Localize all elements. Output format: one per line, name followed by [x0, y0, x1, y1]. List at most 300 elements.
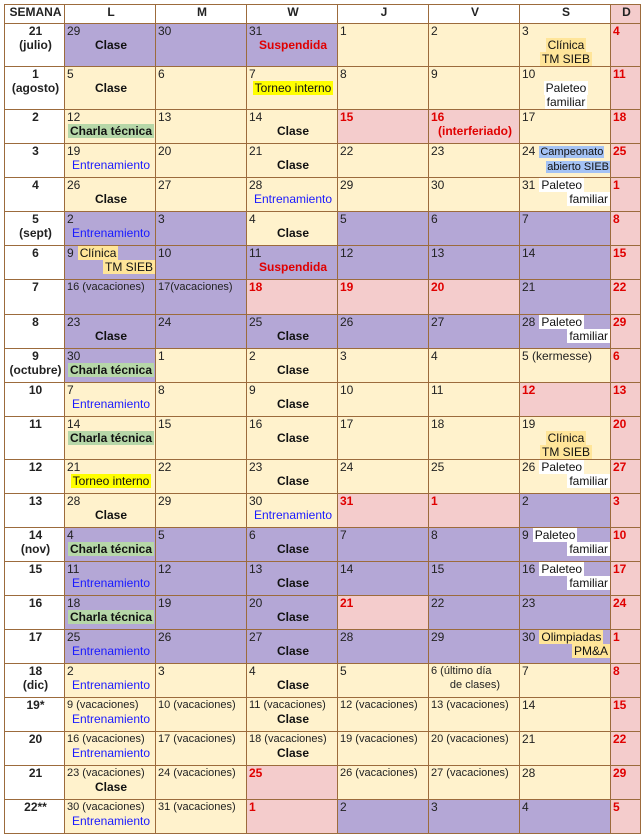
day-number — [249, 144, 337, 158]
day-number — [431, 24, 519, 38]
day-number — [249, 800, 337, 814]
event-line — [249, 363, 337, 377]
day-number-text: 30 — [67, 349, 81, 363]
event-line — [522, 431, 610, 445]
day-number — [431, 144, 519, 158]
week-number — [5, 630, 65, 664]
day-number — [613, 67, 640, 81]
day-number — [249, 315, 337, 329]
day-cell — [429, 562, 520, 596]
day-cell — [520, 110, 611, 144]
day-number — [613, 246, 640, 260]
event-line — [67, 226, 155, 240]
week-label: 20 — [28, 732, 43, 746]
day-number-text: 25 — [249, 766, 263, 780]
day-cell — [429, 144, 520, 178]
day-number-text: 18 — [249, 280, 263, 294]
day-number-text: 11 — [67, 562, 80, 576]
day-number — [431, 315, 519, 329]
day-number-text: 4 — [249, 212, 256, 226]
day-number-text: 5 — [613, 800, 620, 814]
week-row — [5, 246, 641, 280]
day-cell — [520, 562, 611, 596]
day-number — [249, 383, 337, 397]
day-number — [249, 494, 337, 508]
day-cell — [338, 562, 429, 596]
week-row — [5, 417, 641, 460]
day-number — [340, 528, 428, 542]
event-label: Suspendida — [258, 38, 327, 52]
day-number — [613, 280, 640, 294]
event-label: Entrenamiento — [71, 226, 151, 240]
day-cell — [247, 349, 338, 383]
day-cell — [338, 280, 429, 315]
week-label: 5 — [32, 212, 39, 226]
day-number-text: 10 (vacaciones) — [158, 699, 236, 711]
day-cell — [156, 212, 247, 246]
day-number — [249, 698, 337, 712]
day-number-text: 30 — [522, 630, 536, 644]
event-label: Entrenamiento — [253, 192, 333, 206]
day-cell — [338, 110, 429, 144]
event-line — [249, 329, 337, 343]
day-number-text: 8 — [431, 528, 438, 542]
day-number — [67, 383, 155, 397]
day-cell — [429, 800, 520, 834]
day-number-text: 6 — [249, 528, 256, 542]
day-number-text: 5 — [340, 664, 347, 678]
week-label: 10 — [28, 383, 43, 397]
day-number-text: 14 — [522, 698, 536, 712]
day-cell — [156, 383, 247, 417]
event-label: Paleteo — [541, 460, 583, 474]
day-cell — [611, 698, 641, 732]
day-number — [158, 562, 246, 576]
day-number — [249, 664, 337, 678]
day-number — [522, 144, 610, 159]
event-line — [67, 329, 155, 343]
day-number-text: 5 — [67, 67, 74, 81]
event-line — [67, 397, 155, 411]
week-label: (sept) — [19, 226, 52, 240]
day-number-text: 1 — [613, 178, 620, 192]
week-label: 18 — [28, 664, 43, 678]
event-line — [522, 159, 610, 174]
event-label: familiar — [569, 329, 608, 343]
day-number — [431, 630, 519, 644]
day-number-text: 9 — [522, 528, 529, 542]
event-line — [522, 474, 610, 488]
day-number-text: 12 — [522, 383, 536, 397]
event-label: Clase — [94, 192, 128, 206]
day-cell — [611, 417, 641, 460]
week-row — [5, 280, 641, 315]
day-cell — [520, 460, 611, 494]
day-number-text: 21 — [249, 144, 263, 158]
day-number-text: 5 — [340, 212, 347, 226]
day-cell — [429, 732, 520, 766]
day-number-text: 24 — [340, 460, 354, 474]
day-cell — [611, 494, 641, 528]
day-cell — [520, 494, 611, 528]
day-number — [613, 460, 640, 474]
day-number — [522, 766, 610, 780]
day-number-text: 20 — [249, 596, 263, 610]
day-number — [340, 596, 428, 610]
day-cell — [247, 630, 338, 664]
week-row — [5, 383, 641, 417]
day-number-text: 27 (vacaciones) — [431, 767, 509, 779]
event-line — [431, 678, 519, 692]
day-cell — [247, 664, 338, 698]
day-number-text: 1 — [431, 494, 438, 508]
day-number-text: 29 — [340, 178, 354, 192]
day-number — [340, 212, 428, 226]
week-label: 8 — [32, 315, 39, 329]
event-line — [431, 124, 519, 138]
day-number-text: 13 — [613, 383, 627, 397]
event-label: Entrenamiento — [71, 576, 151, 590]
day-number — [67, 528, 155, 542]
event-label: familiar — [569, 542, 608, 556]
day-number-text: 18 (vacaciones) — [249, 733, 327, 745]
day-cell — [611, 246, 641, 280]
day-number-text: 1 — [158, 349, 165, 363]
day-number — [158, 212, 246, 226]
day-number-text: 2 — [340, 800, 347, 814]
week-row — [5, 596, 641, 630]
day-number — [613, 732, 640, 746]
day-number-text: 19 — [158, 596, 172, 610]
day-cell — [611, 315, 641, 349]
event-line — [249, 678, 337, 692]
day-number-text: 24 (vacaciones) — [158, 767, 236, 779]
day-cell — [611, 110, 641, 144]
event-label: Clase — [276, 397, 310, 411]
day-number — [158, 246, 246, 260]
event-label: Clase — [276, 363, 310, 377]
day-number — [340, 383, 428, 397]
day-cell — [611, 528, 641, 562]
day-cell — [338, 766, 429, 800]
day-cell — [520, 630, 611, 664]
day-number — [431, 67, 519, 81]
event-line — [67, 576, 155, 590]
day-number-text: 14 — [249, 110, 263, 124]
week-row — [5, 800, 641, 834]
event-label: Entrenamiento — [71, 644, 151, 658]
day-number-text: 28 — [249, 178, 263, 192]
day-cell — [429, 596, 520, 630]
event-line — [67, 260, 155, 274]
day-number — [249, 212, 337, 226]
week-label: 15 — [28, 562, 43, 576]
event-line — [249, 644, 337, 658]
event-label: Clase — [94, 780, 128, 794]
day-number — [340, 766, 428, 780]
day-cell — [520, 596, 611, 630]
week-number — [5, 144, 65, 178]
day-number-text: 3 — [613, 494, 620, 508]
day-number-text: 15 — [613, 698, 627, 712]
day-cell — [247, 732, 338, 766]
day-cell — [156, 732, 247, 766]
calendar-table — [4, 4, 641, 834]
day-cell — [429, 67, 520, 110]
event-label: TM SIEB — [541, 52, 590, 66]
day-number — [249, 460, 337, 474]
day-cell — [338, 315, 429, 349]
day-number — [613, 494, 640, 508]
day-number-text: 8 — [340, 67, 347, 81]
day-cell — [156, 178, 247, 212]
day-number-text: 27 — [158, 178, 172, 192]
day-number-text: 11 (vacaciones) — [249, 699, 326, 711]
day-number-text: 24 — [522, 144, 536, 158]
day-number — [158, 383, 246, 397]
day-number — [431, 212, 519, 226]
day-number — [249, 24, 337, 38]
day-number — [67, 315, 155, 329]
week-label: (octubre) — [9, 363, 62, 377]
week-number — [5, 349, 65, 383]
event-label: Clase — [276, 644, 310, 658]
day-cell — [429, 460, 520, 494]
day-number-text: 18 — [431, 417, 445, 431]
day-number — [340, 178, 428, 192]
day-number-text: 13 — [431, 246, 445, 260]
day-number — [431, 562, 519, 576]
day-number — [340, 280, 428, 294]
day-number — [522, 67, 610, 81]
day-number-text: 3 — [340, 349, 347, 363]
week-number — [5, 562, 65, 596]
day-number — [158, 280, 246, 294]
event-label: Clase — [276, 329, 310, 343]
week-label: (nov) — [20, 542, 51, 556]
day-cell — [611, 24, 641, 67]
event-line — [249, 260, 337, 274]
day-number-text: 20 (vacaciones) — [431, 733, 509, 745]
day-cell — [247, 24, 338, 67]
day-number-text: 29 — [158, 494, 172, 508]
day-number — [249, 596, 337, 610]
day-cell — [520, 766, 611, 800]
day-number-text: 9 — [431, 67, 438, 81]
day-cell — [338, 528, 429, 562]
day-number-text: 16 (vacaciones) — [67, 733, 145, 745]
week-label: 11 — [29, 417, 42, 431]
week-number — [5, 315, 65, 349]
day-number — [158, 528, 246, 542]
day-number-text: 28 — [522, 766, 536, 780]
event-line — [249, 81, 337, 95]
day-number-text: 23 — [67, 315, 81, 329]
day-number-text: 10 — [613, 528, 627, 542]
week-row — [5, 732, 641, 766]
event-line — [249, 542, 337, 556]
day-cell — [156, 664, 247, 698]
event-label: familiar — [569, 192, 608, 206]
day-number-text: 4 — [249, 664, 256, 678]
day-number — [67, 246, 155, 260]
day-number-text: 3 — [431, 800, 438, 814]
event-label: Clase — [276, 712, 310, 726]
day-cell — [338, 349, 429, 383]
day-number-text: 27 — [431, 315, 445, 329]
day-cell — [429, 698, 520, 732]
event-line — [249, 192, 337, 206]
day-cell — [65, 528, 156, 562]
day-number — [67, 800, 155, 814]
day-cell — [520, 144, 611, 178]
week-label: 7 — [32, 280, 39, 294]
week-number — [5, 212, 65, 246]
day-number — [158, 800, 246, 814]
day-cell — [247, 562, 338, 596]
day-number-text: 4 — [522, 800, 529, 814]
day-number — [613, 630, 640, 644]
day-number — [67, 417, 155, 431]
week-label: 21 — [28, 24, 43, 38]
day-cell — [338, 178, 429, 212]
day-number — [613, 596, 640, 610]
day-number — [431, 280, 519, 294]
day-number — [249, 417, 337, 431]
day-number — [431, 178, 519, 192]
day-cell — [429, 528, 520, 562]
day-number-text: 5 — [158, 528, 165, 542]
day-cell — [65, 460, 156, 494]
day-number — [158, 698, 246, 712]
day-cell — [338, 67, 429, 110]
day-cell — [611, 280, 641, 315]
day-cell — [156, 460, 247, 494]
day-number — [249, 630, 337, 644]
day-cell — [156, 24, 247, 67]
day-number-text: 26 — [522, 460, 536, 474]
event-line — [522, 644, 610, 658]
day-number — [340, 698, 428, 712]
day-cell — [65, 349, 156, 383]
day-cell — [65, 630, 156, 664]
day-cell — [429, 664, 520, 698]
day-cell — [520, 732, 611, 766]
header-miercoles: W — [247, 5, 338, 24]
day-number-text: 7 — [249, 67, 256, 81]
header-domingo: D — [611, 5, 641, 24]
day-cell — [156, 698, 247, 732]
day-number-text: 31 — [249, 24, 263, 38]
day-number-text: 12 (vacaciones) — [340, 699, 418, 711]
event-line — [522, 542, 610, 556]
day-cell — [65, 417, 156, 460]
event-label: Clase — [94, 329, 128, 343]
event-label: Clase — [94, 508, 128, 522]
day-number — [158, 24, 246, 38]
week-row — [5, 766, 641, 800]
day-number-text: 15 — [340, 110, 354, 124]
day-number-text: 16 (vacaciones) — [67, 281, 145, 293]
day-number-text: 21 — [522, 280, 536, 294]
day-number-text: 13 (vacaciones) — [431, 699, 509, 711]
day-cell — [338, 246, 429, 280]
day-cell — [611, 349, 641, 383]
day-cell — [611, 766, 641, 800]
day-cell — [520, 246, 611, 280]
day-number — [67, 460, 155, 474]
event-label: abierto SIEB — [547, 161, 609, 173]
day-number — [67, 494, 155, 508]
event-label: Entrenamiento — [71, 678, 151, 692]
day-cell — [338, 732, 429, 766]
day-cell — [611, 732, 641, 766]
calendar-body — [5, 24, 641, 834]
event-label: Clínica — [79, 246, 117, 260]
day-cell — [611, 460, 641, 494]
event-line — [67, 38, 155, 52]
day-number-text: 18 — [67, 596, 81, 610]
event-line — [67, 610, 155, 624]
day-number-text: 22 — [431, 596, 445, 610]
day-number-text: 10 — [340, 383, 354, 397]
week-row — [5, 178, 641, 212]
day-number — [613, 349, 640, 363]
day-number-text: 27 — [613, 460, 627, 474]
event-line — [249, 38, 337, 52]
day-number — [613, 144, 640, 158]
day-number — [613, 315, 640, 329]
event-line — [67, 81, 155, 95]
week-number — [5, 110, 65, 144]
day-number — [340, 460, 428, 474]
day-cell — [247, 494, 338, 528]
week-row — [5, 144, 641, 178]
day-cell — [520, 24, 611, 67]
day-number-text: 22 — [613, 280, 627, 294]
day-cell — [156, 315, 247, 349]
day-number-text: 30 — [431, 178, 445, 192]
day-number — [613, 528, 640, 542]
event-label: Torneo interno — [72, 474, 150, 488]
day-number-text: 9 — [249, 383, 256, 397]
event-label: Clase — [276, 226, 310, 240]
day-number-text: 23 (vacaciones) — [67, 767, 145, 779]
day-cell — [65, 110, 156, 144]
day-number — [613, 178, 640, 192]
day-cell — [338, 664, 429, 698]
week-number — [5, 732, 65, 766]
week-row — [5, 494, 641, 528]
day-cell — [156, 67, 247, 110]
day-cell — [65, 800, 156, 834]
week-row — [5, 110, 641, 144]
day-number — [613, 383, 640, 397]
day-number-text: 3 — [522, 24, 529, 38]
day-number — [613, 212, 640, 226]
day-number — [522, 528, 610, 542]
event-line — [522, 576, 610, 590]
day-cell — [156, 596, 247, 630]
day-number-text: 29 — [431, 630, 445, 644]
day-number-text: 25 — [67, 630, 81, 644]
day-number-text: 12 — [340, 246, 354, 260]
event-label: familiar — [569, 474, 608, 488]
event-label: Clase — [276, 610, 310, 624]
day-cell — [338, 630, 429, 664]
day-number — [158, 664, 246, 678]
day-cell — [247, 110, 338, 144]
